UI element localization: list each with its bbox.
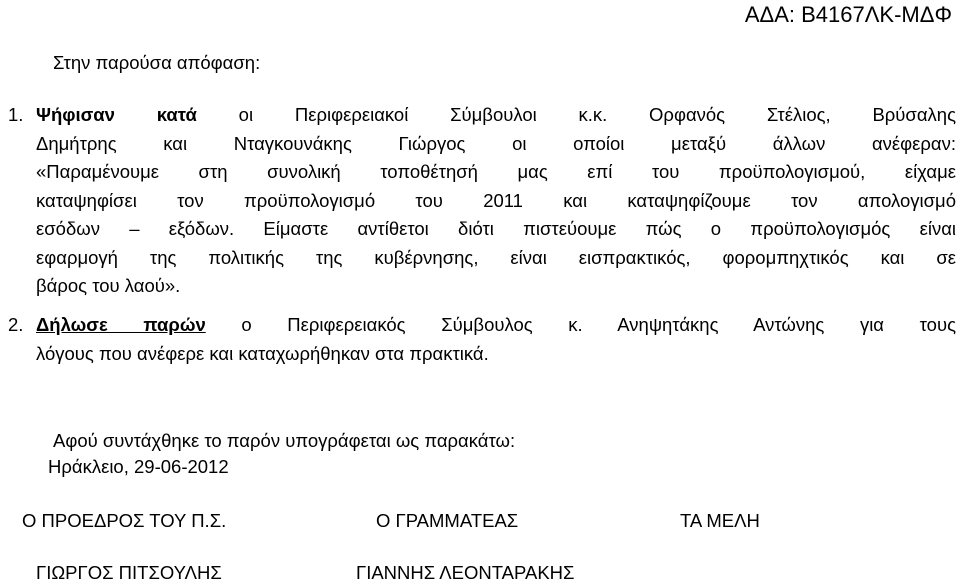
item-line: εσόδων – εξόδων. Είμαστε αντίθετοι διότι πιστεύουμε πώς ο προϋπολογισμός είναι <box>36 218 956 239</box>
item-bold-lead: Δήλωσε παρών <box>36 314 206 335</box>
document-id: ΑΔΑ: Β4167ΛΚ-ΜΔΦ <box>744 2 952 27</box>
item-body <box>36 311 956 368</box>
item-line: Ψήφισαν κατά οι Περιφερειακοί Σύμβουλοι κ.κ. Ορφανός Στέλιος, Βρύσαλης <box>36 104 956 125</box>
president-title: Ο ΠΡΟΕΔΡΟΣ ΤΟΥ Π.Σ. <box>22 510 227 531</box>
item-body <box>36 101 956 301</box>
intro-text: Στην παρούσα απόφαση: <box>53 52 261 73</box>
president-name: ΓΙΩΡΓΟΣ ΠΙΤΣΟΥΛΗΣ <box>36 562 222 583</box>
item-number: 1. <box>8 104 24 125</box>
item-line: Δημήτρης και Νταγκουνάκης Γιώργος οι οποίοι μεταξύ άλλων ανέφεραν: <box>36 132 956 154</box>
secretary-name: ΓΙΑΝΝΗΣ ΛΕΟΝΤΑΡΑΚΗΣ <box>356 562 575 583</box>
item-line: βάρος του λαού». <box>36 275 181 296</box>
item-line: εφαρμογή της πολιτικής της κυβέρνησης, είναι εισπρακτικός, φορομπηχτικός και σε <box>36 246 956 268</box>
item-bold-lead: Ψήφισαν κατά <box>36 104 197 125</box>
secretary-title: Ο ΓΡΑΜΜΑΤΕΑΣ <box>376 510 519 531</box>
place-date: Ηράκλειο, 29-06-2012 <box>48 456 229 477</box>
members-title: ΤΑ ΜΕΛΗ <box>680 510 760 531</box>
item-line: καταψηφίσει τον προϋπολογισμό του 2011 και καταψηφίζουμε τον απολογισμό <box>36 189 956 211</box>
item-line: λόγους που ανέφερε και καταχωρήθηκαν στα πρακτικά. <box>36 342 489 364</box>
item-line: Δήλωσε παρών ο Περιφερειακός Σύμβουλος κ. Ανηψητάκης Αντώνης για τους <box>36 314 957 335</box>
closing-text: Αφού συντάχθηκε το παρόν υπογράφεται ως παρακάτω: <box>53 430 516 451</box>
item-number: 2. <box>8 314 24 335</box>
item-line: «Παραμένουμε στη συνολική τοποθέτησή μας επί του προϋπολογισμού, είχαμε <box>36 161 956 182</box>
